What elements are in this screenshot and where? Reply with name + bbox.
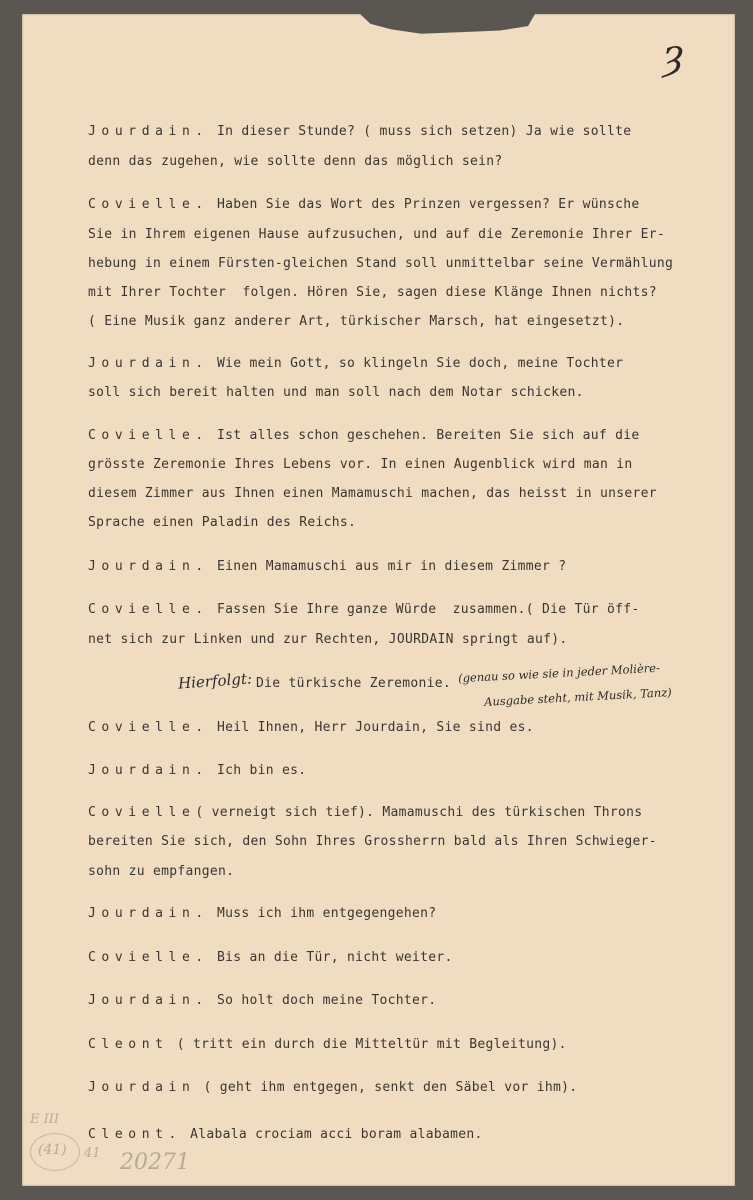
page-number-mark: Ȝ [662, 40, 684, 80]
line-21: sohn zu empfangen. [88, 864, 235, 879]
line-16: net sich zur Linken und zur Rechten, JOURDAIN springt auf). [88, 632, 568, 647]
line-10: Covielle. Ist alles schon geschehen. Bereiten Sie sich auf die [88, 428, 640, 443]
line-9: soll sich bereit halten und man soll nach dem Notar schicken. [88, 385, 584, 400]
line-12: diesem Zimmer aus Ihnen einen Mamamuschi machen, das heisst in unserer [88, 486, 657, 501]
line-24: Jourdain. So holt doch meine Tochter. [88, 993, 437, 1008]
line-18: Jourdain. Ich bin es. [88, 763, 307, 778]
line-26: Jourdain ( geht ihm entgegen, senkt den Säbel vor ihm). [88, 1080, 578, 1095]
archive-small-number: 41 [84, 1146, 101, 1161]
line-typed-heading: Die türkische Zeremonie. [256, 676, 452, 691]
handwritten-note-line-1: (genau so wie sie in jeder Molière- [457, 660, 661, 686]
line-15: Covielle. Fassen Sie Ihre ganze Würde zusammen.( Die Tür öff- [88, 602, 640, 617]
handwritten-note-line-2: Ausgabe steht, mit Musik, Tanz) [483, 685, 673, 709]
line-20: bereiten Sie sich, den Sohn Ihres Grossherrn bald als Ihren Schwieger- [88, 834, 657, 849]
line-7: ( Eine Musik ganz anderer Art, türkischer Marsch, hat eingesetzt). [88, 314, 625, 329]
handwritten-prefix: Hierfolgt: [177, 669, 253, 693]
line-14: Jourdain. Einen Mamamuschi aus mir in diesem Zimmer ? [88, 559, 567, 574]
line-27: Cleont. Alabala crociam acci boram alabamen. [88, 1127, 483, 1142]
line-6: mit Ihrer Tochter folgen. Hören Sie, sagen diese Klänge Ihnen nichts? [88, 285, 657, 300]
line-17: Covielle. Heil Ihnen, Herr Jourdain, Sie sind es. [88, 720, 534, 735]
archive-bracket-mark: (41) [38, 1142, 67, 1158]
line-5: hebung in einem Fürsten-gleichen Stand soll unmittelbar seine Vermählung [88, 256, 674, 271]
line-2: denn das zugehen, wie sollte denn das möglich sein? [88, 154, 503, 169]
line-3: Covielle. Haben Sie das Wort des Prinzen vergessen? Er wünsche [88, 197, 640, 212]
line-4: Sie in Ihrem eigenen Hause aufzusuchen, und auf die Zeremonie Ihrer Er- [88, 227, 665, 242]
archive-number: 20271 [120, 1150, 190, 1175]
line-25: Cleont ( tritt ein durch die Mitteltür mit Begleitung). [88, 1037, 567, 1052]
line-8: Jourdain. Wie mein Gott, so klingeln Sie doch, meine Tochter [88, 356, 624, 371]
line-11: grösste Zeremonie Ihres Lebens vor. In einen Augenblick wird man in [88, 457, 633, 472]
line-19: Covielle( verneigt sich tief). Mamamuschi des türkischen Throns [88, 805, 643, 820]
line-22: Jourdain. Muss ich ihm entgegengehen? [88, 906, 437, 921]
document-page [22, 14, 735, 1186]
line-1: Jourdain. In dieser Stunde? ( muss sich setzen) Ja wie sollte [88, 124, 632, 139]
line-23: Covielle. Bis an die Tür, nicht weiter. [88, 950, 453, 965]
line-13: Sprache einen Paladin des Reichs. [88, 515, 357, 530]
archive-roman-mark: E III [30, 1112, 60, 1127]
